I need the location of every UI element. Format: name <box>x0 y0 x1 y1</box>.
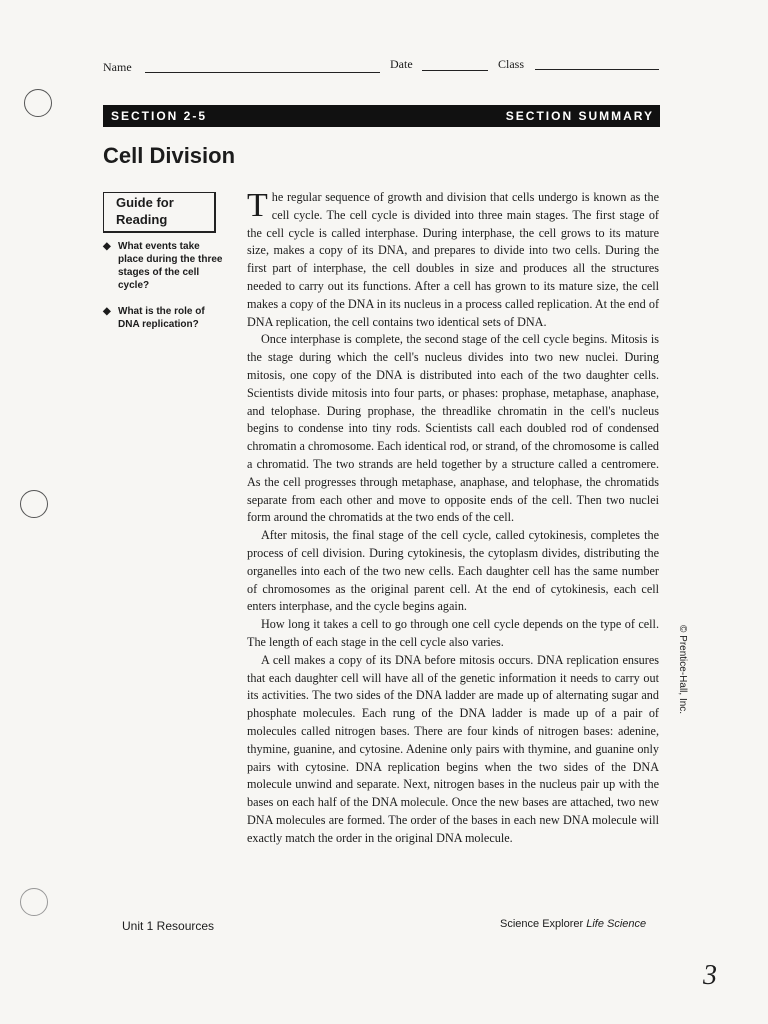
guide-question-1 <box>103 240 223 292</box>
punch-hole-middle <box>20 490 48 518</box>
guide-question-text: What is the role of DNA replication? <box>118 306 205 330</box>
guide-title-line1: Guide for <box>116 195 174 210</box>
punch-hole-bottom <box>20 888 48 916</box>
diamond-bullet-icon: ◆ <box>103 306 111 317</box>
section-number: SECTION 2-5 <box>111 109 208 123</box>
footer-book-title <box>500 918 646 930</box>
date-label: Date <box>390 57 413 71</box>
paragraph-3: After mitosis, the final stage of the cell cycle, called cytokinesis, completes the process of cell division. During cytokinesis, the cytoplasm divides, distributing the organelles into each of the two new cells. Each daughter cell has the same number of chromosomes as the original parent cell. At the end of cytokinesis, each cell enters interphase, and the cycle begins again. <box>247 528 659 614</box>
paragraph-4: How long it takes a cell to go through one cell cycle depends on the type of cell. The length of each stage in the cell cycle also varies. <box>247 617 659 649</box>
drop-cap: T <box>247 187 268 224</box>
name-field[interactable] <box>145 72 380 73</box>
paragraph-1-text: he regular sequence of growth and division that cells undergo is known as the cell cycle. The cell cycle is divided into three main stages. The first stage of the cell cycle is called interphase. During interphase, the cell grows to its mature size, makes a copy of its DNA, and prepares to divide into two cells. During the first part of interphase, the cell doubles in size and produces all the structures needed to carry out its functions. After a cell has grown to its mature size, the cell makes a copy of the DNA in its nucleus in a process called replication. At the end of DNA replication, the cell contains two identical sets of DNA. <box>247 190 659 329</box>
guide-question-text: What events take place during the three stages of the cell cycle? <box>118 241 223 291</box>
date-field[interactable] <box>422 70 488 71</box>
guide-for-reading-box <box>103 192 216 233</box>
guide-question-2 <box>103 305 223 331</box>
paragraph-2: Once interphase is complete, the second stage of the cell cycle begins. Mitosis is the stage during which the cell's nucleus divides into two new nuclei. During mitosis, one copy of the DNA is distributed into each of the two daughter cells. Scientists divide mitosis into four parts, or phases: prophase, metaphase, anaphase, and telophase. During prophase, the threadlike chromatin in the cell's nucleus begins to condense into tiny rods. Scientists call each doubled rod of condensed chromatin a chromosome. Each identical rod, or strand, of the chromosome is called a chromatid. The two strands are held together by a structure called a centromere. As the cell progresses through metaphase, anaphase, and telophase, the chromatids separate from each other and move to opposite ends of the cell. Then two nuclei form around the chromatids at the two ends of the cell. <box>247 332 659 525</box>
footer-book-prefix: Science Explorer <box>500 918 584 930</box>
paragraph-1 <box>247 189 659 331</box>
paragraph-5: A cell makes a copy of its DNA before mitosis occurs. DNA replication ensures that each daughter cell will have all of the genetic information it needs to carry out its activities. The two sides of the DNA ladder are made up of alternating sugar and phosphate molecules. Each rung of the DNA ladder is made up of a pair of molecules called nitrogen bases. There are four kinds of nitrogen bases: adenine, thymine, guanine, and cytosine. Adenine only pairs with thymine, and guanine only pairs with cytosine. DNA replication begins when the two sides of the DNA molecule unwind and separate. Next, nitrogen bases in the nucleus pair up with the bases on each half of the DNA molecule. Once the new bases are attached, two new DNA molecules are formed. The order of the bases in each new DNA molecule will exactly match the order in the original DNA molecule. <box>247 652 659 845</box>
page-title: Cell Division <box>103 143 236 168</box>
guide-title-line2: Reading <box>116 212 168 227</box>
section-banner <box>103 105 660 127</box>
punch-hole-top <box>24 89 52 117</box>
section-summary-label: SECTION SUMMARY <box>505 109 654 123</box>
name-label: Name <box>103 60 132 74</box>
copyright-credit: © Prentice-Hall, Inc. <box>677 625 688 715</box>
footer-book-subject: Life Science <box>586 918 647 930</box>
class-field[interactable] <box>535 69 659 70</box>
footer-unit-label: Unit 1 Resources <box>122 919 215 933</box>
diamond-bullet-icon: ◆ <box>103 241 111 252</box>
summary-body <box>247 189 659 847</box>
class-label: Class <box>498 57 525 71</box>
page-number: 3 <box>703 960 717 991</box>
